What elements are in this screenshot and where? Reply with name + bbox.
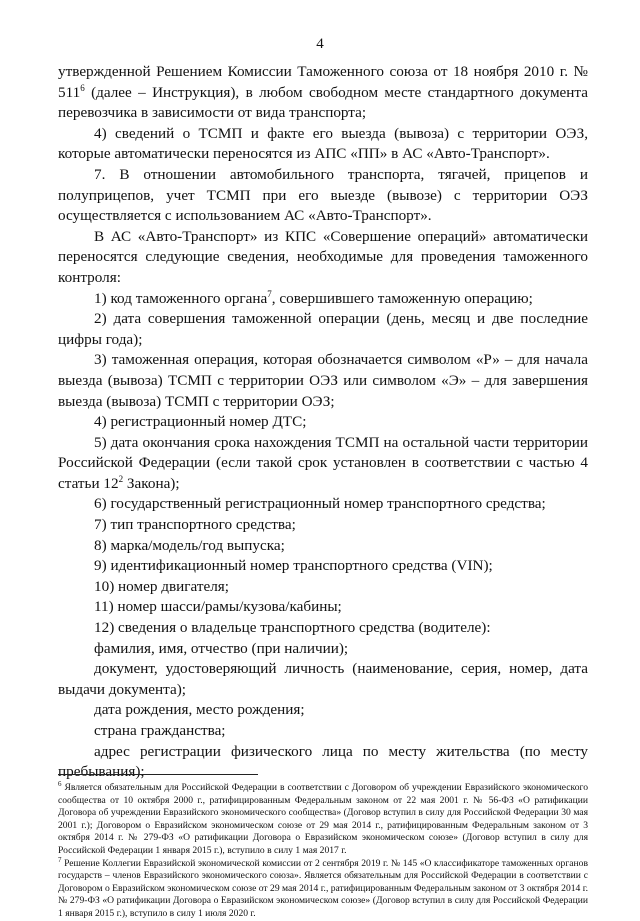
paragraph-section-7: 7. В отношении автомобильного транспорта, тягачей, прицепов и полуприцепов, учет ТСМП при его выезде (вывозе) с территории ОЭЗ осуществляется с использованием АС «Авто-Транспорт». (58, 165, 588, 225)
list-subitem-registration-address: адрес регистрации физического лица по месту жительства (по месту пребывания); (58, 742, 588, 781)
footnote-7: $^7$ Решение Коллегии Евразийской экономической комиссии от 2 сентября 2019 г. № 145 «О классификаторе таможенных органов государств – членов Евразийского экономического союза». Является обязательным для Российской Федерации в соответствии с Договором о Евразийском экономическом союзе от 29 мая 2014 г., ратифицированным Федеральным законом от 3 октября 2014 г. № 279-ФЗ «О ратификации Договора о Евразийском экономическом союзе» (Договор вступил в силу для Российской Федерации 1 января 2015 г.), вступило в силу 1 июля 2020 г. (58, 855, 588, 919)
list-item-2: 2) дата совершения таможенной операции (день, месяц и две последние цифры года); (58, 310, 588, 348)
list-subitem-birth: дата рождения, место рождения; (94, 701, 305, 719)
list-item-5: 5) дата окончания срока нахождения ТСМП на остальной части территории Российской Федерации (если такой срок установлен в соответствии с частью 4 статьи $12^2$ Закона); (58, 433, 588, 492)
list-item-3: 3) таможенная операция, которая обозначается символом «Р» – для начала выезда (вывоза) ТСМП с территории ОЭЗ или символом «Э» – для завершения выезда (вывоза) ТСМП с территории ОЭЗ; (58, 351, 588, 410)
footnote-ref-6: 6 (80, 82, 85, 93)
paragraph-item-4-tsmp-exit: 4) сведений о ТСМП и факте его выезда (вывоза) с территории ОЭЗ, которые автоматически переносятся из АПС «ПП» в АС «Авто-Транспорт». (58, 124, 588, 163)
paragraph-transferred-info-intro: В АС «Авто-Транспорт» из КПС «Совершение операций» автоматически переносятся следующие сведения, необходимые для проведения таможенного контроля: (58, 227, 588, 286)
list-item-12: 12) сведения о владельце транспортного средства (водителе): (94, 619, 491, 637)
footnote-mark: 7 (58, 855, 62, 864)
footnote-6: $^6$ Является обязательным для Российской Федерации в соответствии с Договором об учреждении Евразийского экономического сообщества от 10 октября 2000 г., ратифицированным Федеральным законом от 22 мая 2001 г. № 56-ФЗ «О ратификации Договора об учреждении Евразийского экономического сообщества» (Договор вступил в силу для Российской Федерации 30 мая 2001 г.); Договором о Евразийском экономическом союзе от 29 мая 2014 г., ратифицированным Федеральным законом от 3 октября 2014 г. № 279-ФЗ «О ратификации Договора о Евразийском экономическом союзе» (Договор вступил в силу для Российской Федерации 1 января 2015 г.), вступило в силу 1 мая 2017 г. (58, 780, 588, 856)
list-item-11: 11) номер шасси/рамы/кузова/кабины; (94, 598, 342, 616)
list-subitem-identity-document: документ, удостоверяющий личность (наименование, серия, номер, дата выдачи документа); (58, 660, 588, 698)
footnote-ref-7: 7 (267, 288, 272, 299)
list-subitem-citizenship: страна гражданства; (94, 722, 226, 739)
paragraph-instruction-continuation: утвержденной Решением Комиссии Таможенного союза от 18 ноября 2010 г. № $511^6$ (далее – Инструкция), в любом свободном месте стандартного документа перевозчика в зависимости от вида транспорта; (58, 63, 588, 122)
list-item-1: 1) код таможенного органа$^7$, совершившего таможенную операцию; (94, 288, 533, 307)
footnote-mark: 6 (58, 780, 62, 788)
page-number: 4 (316, 36, 324, 52)
list-item-6: 6) государственный регистрационный номер транспортного средства; (94, 495, 546, 513)
body-text (58, 62, 588, 783)
list-item-9: 9) идентификационный номер транспортного средства (VIN); (94, 557, 493, 575)
article-superscript: 2 (118, 473, 124, 484)
footnote-divider (58, 774, 258, 775)
list-item-7: 7) тип транспортного средства; (94, 516, 296, 534)
list-item-4: 4) регистрационный номер ДТС; (94, 413, 307, 431)
list-item-8: 8) марка/модель/год выпуска; (94, 536, 285, 554)
list-item-10: 10) номер двигателя; (94, 577, 229, 595)
list-subitem-full-name: фамилия, имя, отчество (при наличии); (94, 639, 349, 657)
footnotes (58, 782, 588, 921)
